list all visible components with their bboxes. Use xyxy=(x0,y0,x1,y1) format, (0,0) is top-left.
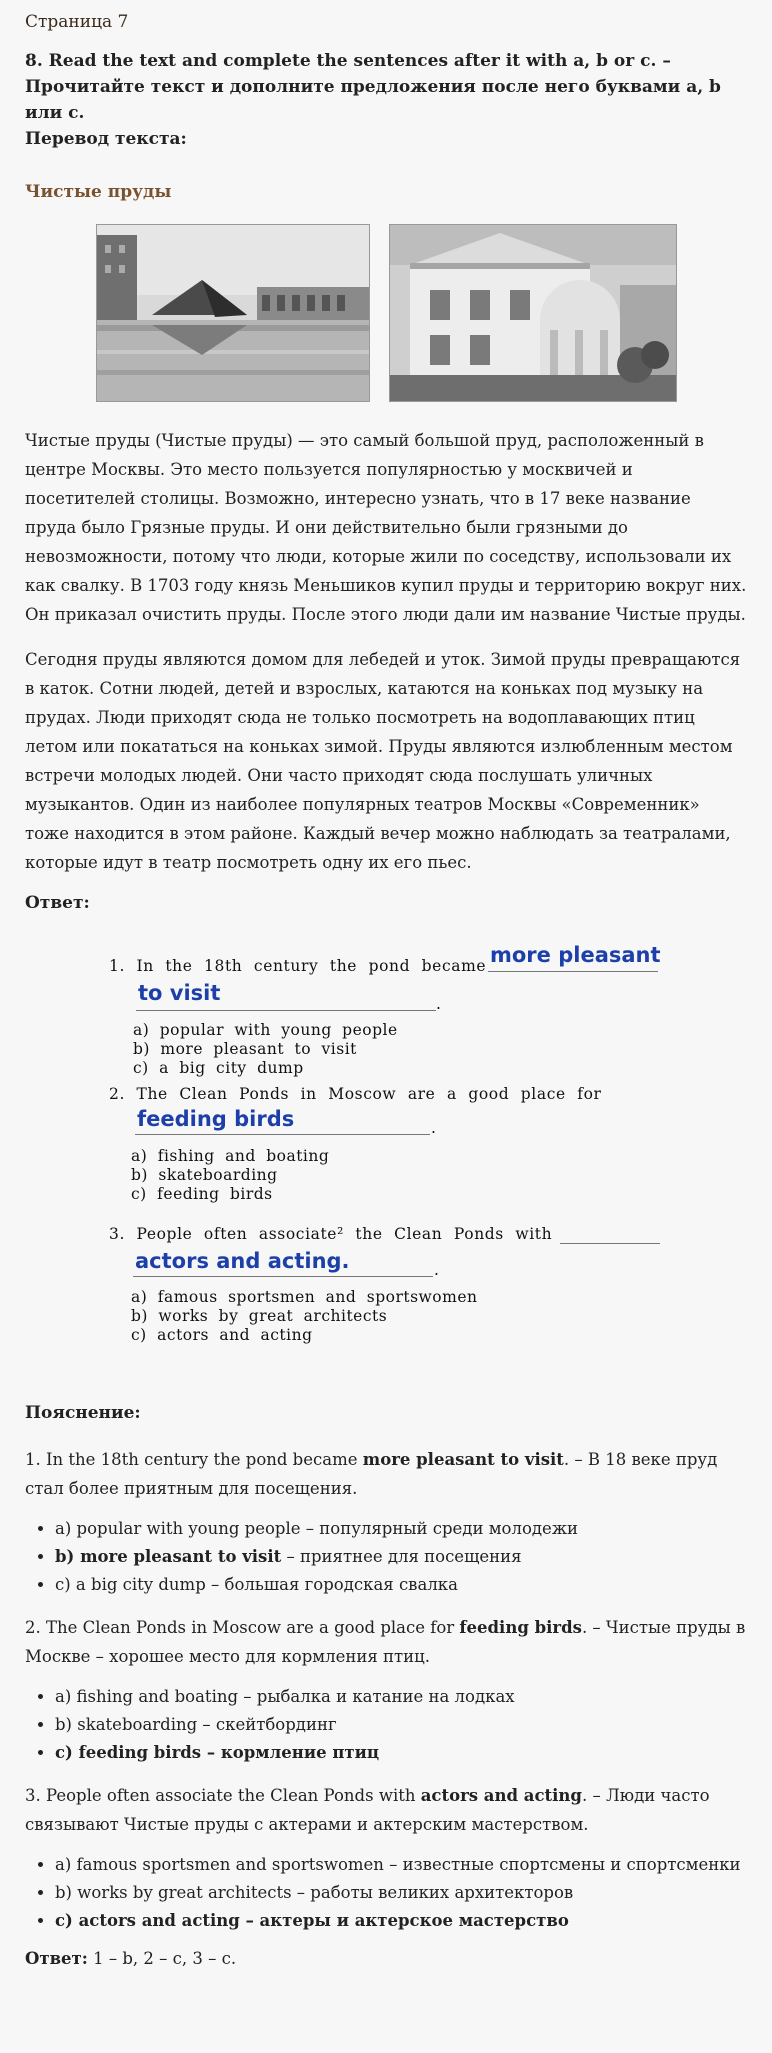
q1-option-a: a) popular with young people xyxy=(133,1021,398,1039)
list-item: • a) popular with young people – популярный среди молодежи xyxy=(55,1515,747,1543)
translation-label: Перевод текста: xyxy=(25,129,187,149)
period: . xyxy=(436,995,442,1013)
list-item: • b) works by great architects – работы великих архитекторов xyxy=(55,1879,747,1907)
q3-option-a: a) famous sportsmen and sportswomen xyxy=(131,1288,478,1306)
list-item: • a) famous sportsmen and sportswomen – известные спортсмены и спортсменки xyxy=(55,1851,747,1879)
theatre-photo xyxy=(389,224,677,402)
explanation-answer: feeding birds xyxy=(459,1618,582,1637)
explanation-translation: . – Люди часто связывают Чистые пруды с актерами и актерским мастерством. xyxy=(25,1786,710,1834)
final-answer-label: Ответ: xyxy=(25,1949,88,1968)
explanation-answer: actors and acting xyxy=(420,1786,582,1805)
list-item: • c) actors and acting – актеры и актерское мастерство xyxy=(55,1907,747,1935)
q2-option-b: b) skateboarding xyxy=(131,1166,278,1184)
explanation-label: Пояснение: xyxy=(25,1403,141,1423)
list-item: • b) skateboarding – скейтбординг xyxy=(55,1711,747,1739)
explanation-text: 2. The Clean Ponds in Moscow are a good place for xyxy=(25,1618,460,1637)
exercise-scan xyxy=(25,943,747,1403)
task-title: 8. Read the text and complete the sentences after it with a, b or c. – Прочитайте текст и дополните предложения после него буквами a, b или c. xyxy=(25,51,721,123)
explanation-answer: more pleasant to visit xyxy=(362,1450,564,1469)
explanation-1 xyxy=(25,1445,747,1503)
answer-line xyxy=(488,971,658,972)
answer-label: Ответ: xyxy=(25,893,90,913)
list-item: • c) feeding birds – кормление птиц xyxy=(55,1739,747,1767)
q3-option-b: b) works by great architects xyxy=(131,1307,388,1325)
paragraph-1: Чистые пруды (Чистые пруды) — это самый большой пруд, расположенный в центре Москвы. Это место пользуется популярностью у москвичей и посетителей столицы. Возможно, интересно узнать, что в 17 веке название пруда было Грязные пруды. И они действительно были грязными до невозможности, потому что люди, которые жили по соседству, использовали их как свалку. В 1703 году князь Меньшиков купил пруды и территорию вокруг них. Он приказал очистить пруды. После этого люди дали им название Чистые пруды. xyxy=(25,431,747,624)
explanation-2 xyxy=(25,1613,747,1671)
answer-line xyxy=(136,1010,436,1011)
section-title: Чистые пруды xyxy=(25,182,172,202)
handwritten-answer-2: feeding birds xyxy=(137,1107,295,1131)
explanation-3 xyxy=(25,1781,747,1839)
explanation-3-options xyxy=(25,1851,747,1935)
explanation-text: 1. In the 18th century the pond became xyxy=(25,1450,363,1469)
page-label: Страница 7 xyxy=(25,12,129,32)
photos xyxy=(25,224,747,404)
question-3: 3. People often associate² the Clean Ponds with xyxy=(109,1225,553,1243)
answer-line xyxy=(560,1243,660,1244)
list-item: • b) more pleasant to visit – приятнее для посещения xyxy=(55,1543,747,1571)
explanation-2-options xyxy=(25,1683,747,1767)
period: . xyxy=(434,1261,440,1279)
q1-option-c: c) a big city dump xyxy=(133,1059,304,1077)
list-item: • a) fishing and boating – рыбалка и катание на лодках xyxy=(55,1683,747,1711)
period: . xyxy=(431,1119,437,1137)
paragraph-2: Сегодня пруды являются домом для лебедей и уток. Зимой пруды превращаются в каток. Сотни людей, детей и взрослых, катаются на коньках под музыку на прудах. Люди приходят сюда не только посмотреть на водоплавающих птиц летом или покататься на коньках зимой. Пруды являются излюбленным местом встречи молодых людей. Они часто приходят сюда послушать уличных музыкантов. Один из наиболее популярных театров Москвы «Современник» тоже находится в этом районе. Каждый вечер можно наблюдать за театралами, которые идут в театр посмотреть одну их его пьес. xyxy=(25,650,741,872)
explanation-text: 3. People often associate the Clean Ponds with xyxy=(25,1786,421,1805)
explanation-translation: . – В 18 веке пруд стал более приятным для посещения. xyxy=(25,1450,718,1498)
q1-option-b: b) more pleasant to visit xyxy=(133,1040,357,1058)
handwritten-answer-1a: more pleasant xyxy=(490,943,661,967)
final-answer-value: 1 – b, 2 – c, 3 – c. xyxy=(87,1949,237,1968)
explanation-translation: . – Чистые пруды в Москве – хорошее место для кормления птиц. xyxy=(25,1618,746,1666)
list-item: • c) a big city dump – большая городская свалка xyxy=(55,1571,747,1599)
q3-option-c: c) actors and acting xyxy=(131,1326,313,1344)
answer-line xyxy=(133,1276,433,1277)
handwritten-answer-3: actors and acting. xyxy=(135,1249,350,1273)
question-2: 2. The Clean Ponds in Moscow are a good place for xyxy=(109,1085,602,1103)
explanation-1-options xyxy=(25,1515,747,1599)
answer-line xyxy=(135,1134,430,1135)
pond-photo xyxy=(96,224,370,402)
q2-option-a: a) fishing and boating xyxy=(131,1147,330,1165)
final-answer xyxy=(25,1949,747,1968)
q2-option-c: c) feeding birds xyxy=(131,1185,273,1203)
handwritten-answer-1b: to visit xyxy=(138,981,221,1005)
question-1: 1. In the 18th century the pond became xyxy=(109,957,487,975)
